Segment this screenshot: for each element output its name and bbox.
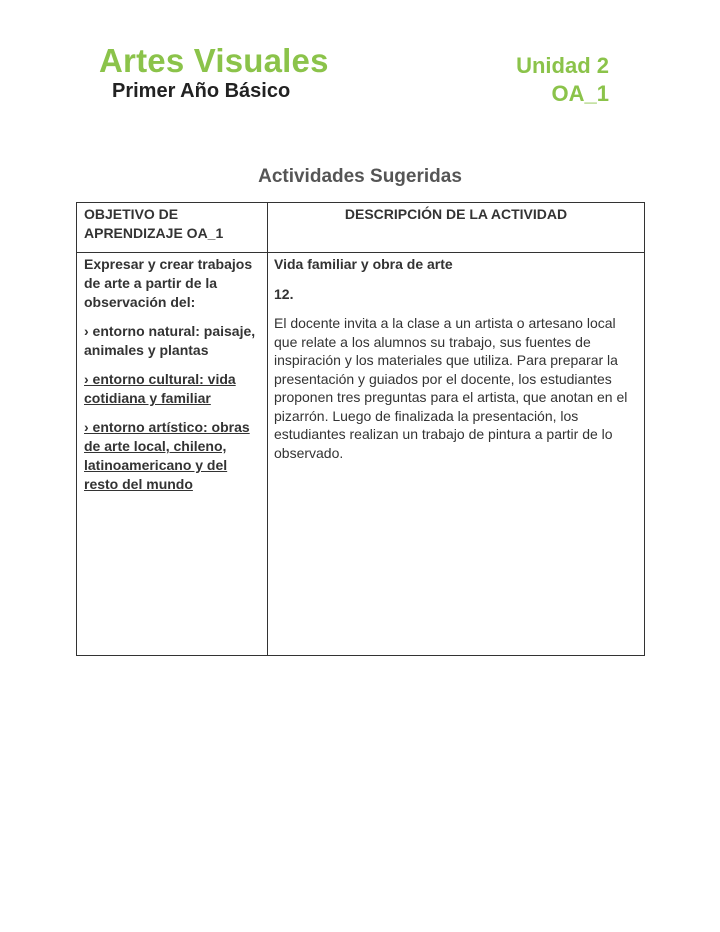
objective-header: OBJETIVO DE APRENDIZAJE OA_1 (77, 203, 268, 253)
table-row (77, 253, 645, 656)
activity-table (76, 202, 645, 656)
activity-title: Vida familiar y obra de arte (274, 256, 453, 272)
objective-intro: Expresar y crear trabajos de arte a partir de la observación del: (84, 256, 253, 310)
page-title: Artes Visuales (99, 42, 329, 79)
unit-label: Unidad 2 (516, 53, 609, 78)
objective-cell (77, 253, 268, 656)
objective-item-artistic: › entorno artístico: obras de arte local, chileno, latinoamericano y del resto del mundo (84, 419, 250, 492)
description-header: DESCRIPCIÓN DE LA ACTIVIDAD (268, 203, 645, 253)
objective-item-natural: › entorno natural: paisaje, animales y plantas (84, 323, 256, 358)
section-title: Actividades Sugeridas (258, 166, 462, 187)
activity-description: El docente invita a la clase a un artista o artesano local que relate a los alumnos su trabajo, sus fuentes de inspiración y los materiales que utiliza. Para preparar la presentación y guiados por el docente, los estudiantes proponen tres preguntas para el artista, que anotan en el pizarrón. Luego de finalizada la presentación, los estudiantes realizan un trabajo de pintura a partir de lo observado. (274, 315, 628, 461)
activity-cell (268, 253, 645, 656)
activity-number: 12. (274, 285, 294, 302)
table-header-row (77, 203, 645, 253)
page-subtitle: Primer Año Básico (112, 80, 291, 102)
oa-label: OA_1 (551, 81, 609, 106)
objective-item-cultural: › entorno cultural: vida cotidiana y familiar (84, 371, 236, 406)
